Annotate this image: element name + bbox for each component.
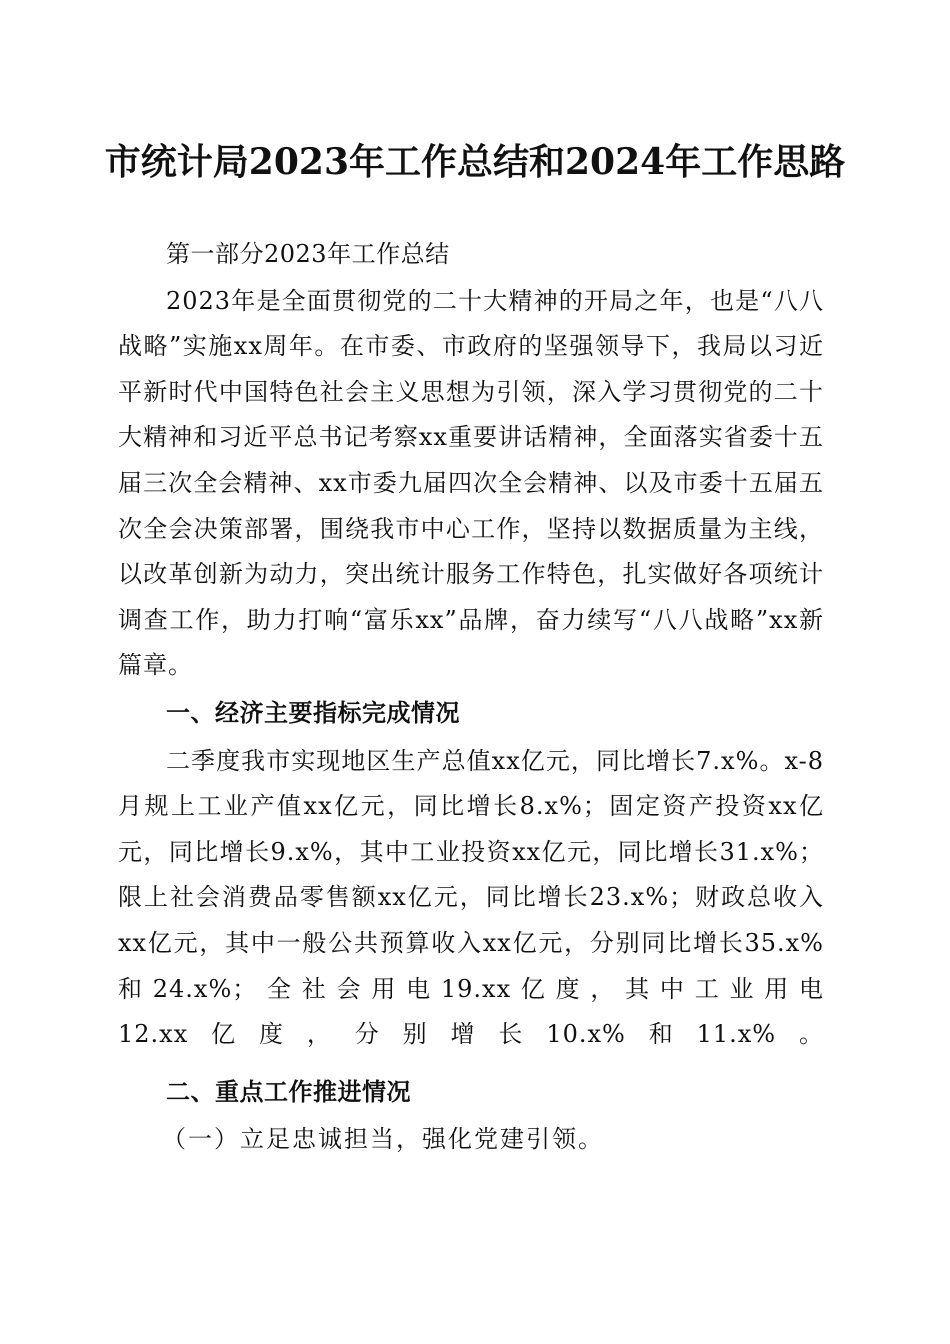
- intro-paragraph: 2023年是全面贯彻党的二十大精神的开局之年，也是“八八战略”实施xx周年。在市委、市政府的坚强领导下，我局以习近平新时代中国特色社会主义思想为引领，深入学习贯彻党的二十大精神和习近平总书记考察xx重要讲话精神，全面落实省委十五届三次全会精神、xx市委九届四次全会精神、以及市委十五届五次全会决策部署，围绕我市中心工作，坚持以数据质量为主线，以改革创新为动力，突出统计服务工作特色，扎实做好各项统计调查工作，助力打响“富乐xx”品牌，奋力续写“八八战略”xx新篇章。: [118, 286, 824, 680]
- economic-indicators-text: 二季度我市实现地区生产总值xx亿元，同比增长7.x%。x-8月规上工业产值xx亿元，同比增长8.x%；固定资产投资xx亿元，同比增长9.x%，其中工业投资xx亿元，同比增长31.x%；限上社会消费品零售额xx亿元，同比增长23.x%；财政总收入xx亿元，其中一般公共预算收入xx亿元，分别同比增长35.x%和24.x%；全社会用电19.xx亿度，其中工业用电: [118, 746, 824, 1003]
- document-title: 市统计局2023年工作总结和2024年工作思路: [104, 141, 846, 183]
- document-body: [118, 232, 824, 1163]
- subsection-heading-party-building: （一）立足忠诚担当，强化党建引领。: [162, 1125, 604, 1154]
- economic-indicators-last-line: 12.xx亿度，分别增长10.x%和11.x%。: [118, 1020, 824, 1049]
- economic-indicators-paragraph: [118, 739, 824, 1058]
- part-heading: 第一部分2023年工作总结: [166, 240, 450, 268]
- section-heading-key-work: 二、重点工作推进情况: [166, 1077, 411, 1106]
- section-heading-economic-indicators: 一、经济主要指标完成情况: [166, 698, 460, 727]
